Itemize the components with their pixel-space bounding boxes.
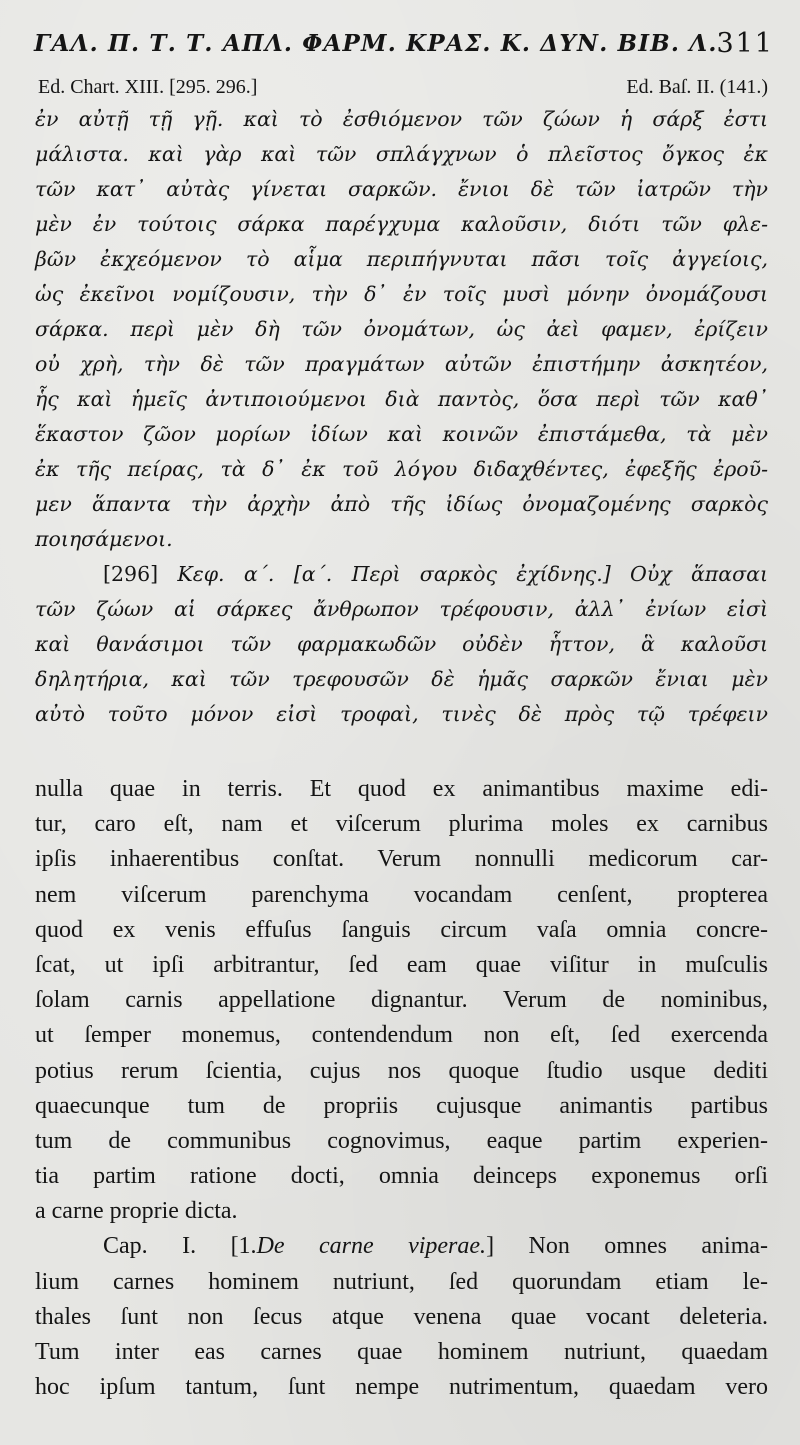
- latin-chapter-title: De carne viperae.: [256, 1233, 487, 1260]
- latin-line: a carne proprie dicta.: [35, 1198, 238, 1225]
- greek-line: τῶν κατ᾽ αὐτὰς γίνεται σαρκῶν. ἔνιοι δὲ τῶν ἰατρῶν τὴν: [35, 177, 768, 201]
- edition-reference-line: [38, 76, 768, 99]
- latin-line: tum de communibus cognovimus, eaque partim experien-: [35, 1127, 768, 1154]
- greek-line: μάλιστα. καὶ γὰρ καὶ τῶν σπλάγχνων ὁ πλεῖστος ὄγκος ἐκ: [35, 142, 768, 166]
- greek-text-block: [35, 102, 768, 732]
- latin-line: potius rerum ſcientia, cujus nos quoque ſtudio usque dediti: [35, 1057, 768, 1084]
- latin-line: quod ex venis effuſus ſanguis circum vaſa omnia concre-: [35, 916, 768, 943]
- running-header: [34, 28, 774, 70]
- latin-line: thales ſunt non ſecus atque venena quae vocant deleteria.: [35, 1303, 768, 1330]
- greek-line: ὡς ἐκεῖνοι νομίζουσιν, τὴν δ᾽ ἐν τοῖς μυσὶ μόνην ὀνομάζουσι: [35, 282, 768, 306]
- latin-line: lium carnes hominem nutriunt, ſed quorundam etiam le-: [35, 1268, 768, 1295]
- latin-chapter-heading-line: [35, 1229, 768, 1264]
- latin-line: Tum inter eas carnes quae hominem nutriunt, quaedam: [35, 1339, 768, 1365]
- latin-line: hoc ipſum tantum, ſunt nempe nutrimentum, quaedam vero: [35, 1374, 768, 1401]
- latin-line: ſcat, ut ipſi arbitrantur, ſed eam quae viſitur in muſculis: [35, 951, 768, 978]
- greek-line: τῶν ζώων αἱ σάρκες ἄνθρωπον τρέφουσιν, ἀλλ᾽ ἐνίων εἰσὶ: [35, 597, 768, 621]
- greek-chapter-first-text: Οὐχ ἅπασαι: [630, 562, 768, 586]
- latin-text-block: [35, 772, 768, 1405]
- running-title: ΓΑΛ. Π. Τ. Τ. ΑΠΛ. ΦΑΡΜ. ΚΡΑΣ. Κ. ΔΥΝ. ΒΙΒ. Λ.: [34, 30, 718, 57]
- greek-line: οὐ χρὴ, τὴν δὲ τῶν πραγμάτων αὐτῶν ἐπιστήμην ἀσκητέον,: [35, 352, 768, 376]
- greek-line: καὶ θανάσιμοι τῶν φαρμακωδῶν οὐδὲν ἧττον, ἃ καλοῦσι: [35, 632, 768, 656]
- greek-line: μεν ἅπαντα τὴν ἀρχὴν ἀπὸ τῆς ἰδίως ὀνομαζομένης σαρκὸς: [35, 492, 768, 516]
- latin-line: tia partim ratione docti, omnia deinceps exponemus orſi: [35, 1163, 768, 1190]
- greek-line: ἐκ τῆς πείρας, τὰ δ᾽ ἐκ τοῦ λόγου διδαχθέντες, ἐφεξῆς ἐροῦ-: [35, 457, 768, 481]
- greek-line: ἕκαστον ζῶον μορίων ἰδίων καὶ κοινῶν ἐπιστάμεθα, τὰ μὲν: [35, 422, 768, 446]
- latin-line: ipſis inhaerentibus conſtat. Verum nonnulli medicorum car-: [35, 846, 768, 873]
- greek-chapter-heading-line: [35, 557, 768, 592]
- greek-line: βῶν ἐκχεόμενον τὸ αἷμα περιπήγνυται πᾶσι τοῖς ἀγγείοις,: [35, 247, 768, 271]
- latin-line: tur, caro eſt, nam et viſcerum plurima moles ex carnibus: [35, 811, 768, 838]
- greek-line: αὐτὸ τοῦτο μόνον εἰσὶ τροφαὶ, τινὲς δὲ πρὸς τῷ τρέφειν: [35, 702, 768, 726]
- latin-line: nulla quae in terris. Et quod ex animantibus maxime edi-: [35, 776, 768, 802]
- greek-page-marker: [296]: [103, 562, 159, 586]
- page-number: 311: [716, 28, 774, 59]
- edition-reference-left: Ed. Chart. XIII. [295. 296.]: [38, 76, 258, 98]
- greek-line: ἐν αὐτῇ τῇ γῇ. καὶ τὸ ἐσθιόμενον τῶν ζώων ἡ σάρξ ἐστι: [35, 107, 768, 131]
- latin-chapter-label: Cap. I.: [103, 1233, 197, 1260]
- greek-line: μὲν ἐν τούτοις σάρκα παρέγχυμα καλοῦσιν, διότι τῶν φλε-: [35, 212, 768, 236]
- latin-chapter-title-open: [1.: [230, 1233, 257, 1260]
- latin-chapter-first-text: Non omnes anima-: [528, 1233, 769, 1260]
- greek-line: ἧς καὶ ἡμεῖς ἀντιποιούμενοι διὰ παντὸς, ὅσα περὶ τῶν καθ᾽: [35, 387, 768, 411]
- latin-line: ut ſemper monemus, contendendum non eſt, ſed exercenda: [35, 1022, 768, 1049]
- greek-chapter-title: [α΄. Περὶ σαρκὸς ἐχίδνης.]: [293, 562, 611, 586]
- latin-line: quaecunque tum de propriis cujusque animantis partibus: [35, 1092, 768, 1119]
- edition-reference-right: Ed. Baſ. II. (141.): [626, 76, 768, 98]
- latin-chapter-title-close: ]: [486, 1233, 495, 1260]
- greek-line: ποιησάμενοι.: [35, 527, 173, 551]
- latin-line: nem viſcerum parenchyma vocandam cenſent, propterea: [35, 881, 768, 908]
- greek-line: δηλητήρια, καὶ τῶν τρεφουσῶν δὲ ἡμᾶς σαρκῶν ἔνιαι μὲν: [35, 667, 768, 691]
- greek-line: σάρκα. περὶ μὲν δὴ τῶν ὀνομάτων, ὡς ἀεὶ φαμεν, ἐρίζειν: [35, 317, 768, 341]
- greek-chapter-label: Κεφ. α΄.: [177, 562, 275, 586]
- latin-line: ſolam carnis appellatione dignantur. Verum de nominibus,: [35, 987, 768, 1014]
